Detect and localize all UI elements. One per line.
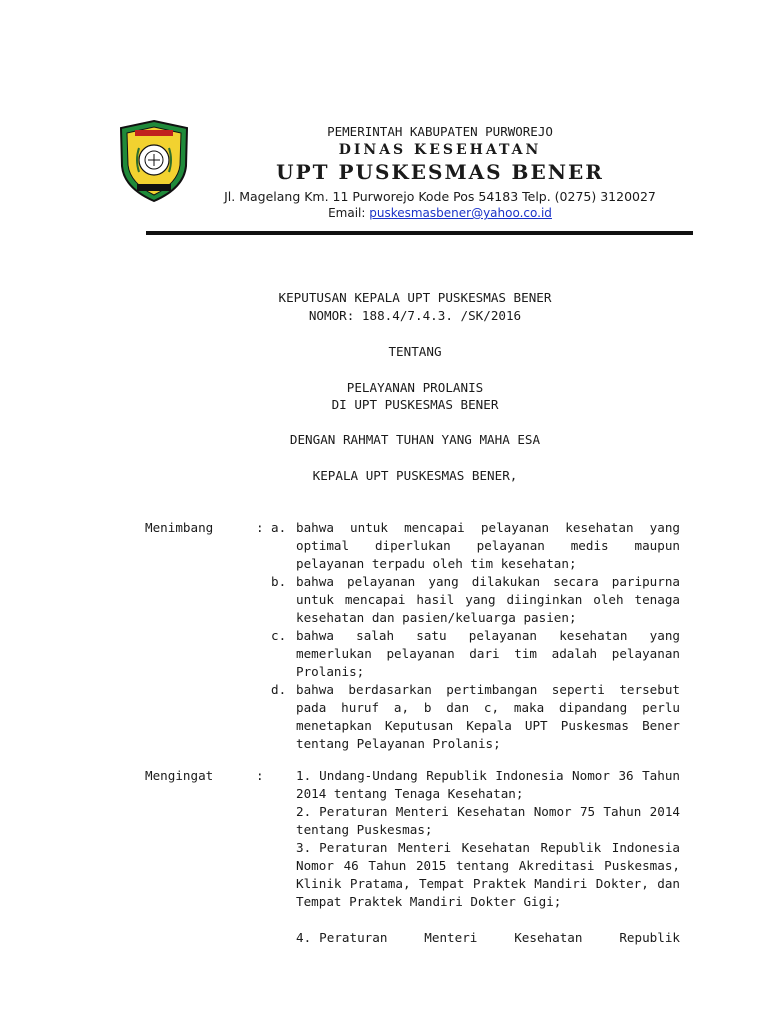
item-mark: b.: [271, 574, 287, 589]
menimbang-item: bahwa berdasarkan pertimbangan seperti tersebut pada huruf a, b dan c, maka dipandang perlu menetapkan Keputusan Kepala UPT Puskesmas Bener tentang Pelayanan Prolanis;: [296, 682, 680, 751]
subject-line-2: DI UPT PUSKESMAS BENER: [331, 397, 499, 412]
decree-title: KEPUTUSAN KEPALA UPT PUSKESMAS BENER: [278, 290, 552, 305]
item-text: Peraturan Menteri Kesehatan Republik Indonesia Nomor 46 Tahun 2015 tentang Akreditasi Puskesmas, Klinik Pratama, Tempat Praktek Mandiri Dokter, dan Tempat Praktek Mandiri Dokter Gigi;: [296, 840, 680, 909]
authority-line: KEPALA UPT PUSKESMAS BENER,: [312, 468, 518, 483]
about-heading: TENTANG: [388, 344, 442, 359]
email-line: [190, 206, 690, 220]
subject-line-1: PELAYANAN PROLANIS: [346, 380, 484, 395]
menimbang-colon: :: [256, 520, 264, 535]
menimbang-label: Menimbang: [145, 520, 214, 535]
department-name: DINAS KESEHATAN: [338, 142, 542, 158]
item-text: Undang-Undang Republik Indonesia Nomor 36 Tahun 2014 tentang Tenaga Kesehatan;: [296, 768, 680, 801]
mengingat-label: Mengingat: [145, 768, 214, 783]
mengingat-item: [296, 929, 680, 947]
item-number: 4.: [296, 930, 312, 945]
menimbang-item: bahwa untuk mencapai pelayanan kesehatan yang optimal diperlukan pelayanan medis maupun pelayanan terpadu oleh tim kesehatan;: [296, 520, 680, 571]
item-mark: c.: [271, 628, 287, 643]
mengingat-item: [296, 767, 680, 803]
mengingat-colon: :: [256, 768, 264, 783]
item-number: 2.: [296, 804, 312, 819]
email-label: Email:: [328, 206, 366, 220]
item-text: Peraturan Menteri Kesehatan Nomor 75 Tahun 2014 tentang Puskesmas;: [296, 804, 680, 837]
mengingat-item: [296, 803, 680, 839]
institution-address: Jl. Magelang Km. 11 Purworejo Kode Pos 54183 Telp. (0275) 3120027: [224, 189, 656, 204]
decree-number: NOMOR: 188.4/7.4.3. /SK/2016: [308, 308, 522, 323]
purworejo-regency-emblem-icon: [117, 118, 191, 204]
menimbang-item: bahwa pelayanan yang dilakukan secara paripurna untuk mencapai hasil yang diinginkan oleh tenaga kesehatan dan pasien/keluarga pasien;: [296, 574, 680, 625]
email-link[interactable]: puskesmasbener@yahoo.co.id: [369, 206, 552, 220]
item-mark: a.: [271, 520, 287, 535]
invocation: DENGAN RAHMAT TUHAN YANG MAHA ESA: [289, 432, 541, 447]
item-number: 3.: [296, 840, 312, 855]
item-number: 1.: [296, 768, 312, 783]
item-mark: d.: [271, 682, 287, 697]
mengingat-item: [296, 839, 680, 911]
institution-name: UPT PUSKESMAS BENER: [276, 160, 604, 184]
letterhead-divider: [146, 231, 693, 235]
item-text: Peraturan Menteri Kesehatan Republik: [319, 930, 680, 945]
government-name: PEMERINTAH KABUPATEN PURWOREJO: [327, 124, 553, 139]
menimbang-item: bahwa salah satu pelayanan kesehatan yang memerlukan pelayanan dari tim adalah pelayanan Prolanis;: [296, 628, 680, 679]
